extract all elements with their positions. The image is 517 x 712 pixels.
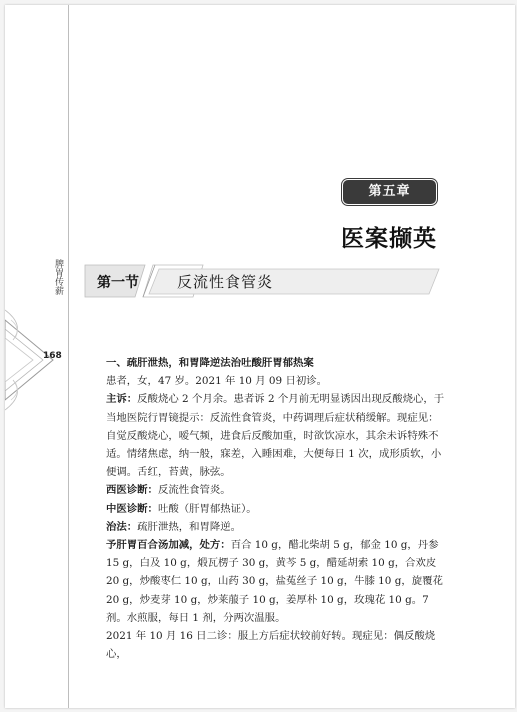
chapter-number: 第五章 [368,184,411,199]
western-diagnosis-text: 反流性食管炎。 [157,484,231,497]
book-page [5,5,515,708]
treatment-text: 疏肝泄热，和胃降逆。 [137,520,242,533]
tcm-diagnosis [93,500,445,518]
prescription-text: 百合 10 g，醋北柴胡 5 g，郁金 10 g，丹参 15 g，白及 10 g，煅瓦楞子 30 g，黄芩 5 g，醋延胡索 10 g，合欢皮 20 g，炒酸枣仁 10 g，山药 30 g，盐菟丝子 10 g，牛膝 10 g，旋覆花 20 g，炒麦芽 10 g，炒莱菔子 10 g，姜厚朴 10 g，玫瑰花 10 g。7 剂。水煎服，每日 1 剂，分两次温服。 [106,539,443,624]
chief-complaint [93,390,445,481]
section-title: 反流性食管炎 [177,273,274,291]
tcm-diagnosis-label: 中医诊断： [106,502,158,515]
treatment-method [93,518,445,536]
treatment-label: 治法： [106,520,138,533]
follow-up-visit: 2021 年 10 月 16 日二诊：服上方后症状较前好转。现症见：偶反酸烧心， [106,630,436,661]
chapter-title: 医案撷英 [341,226,437,252]
running-header-vertical: 脾胃传薪 [53,259,63,295]
case-heading: 一、疏肝泄热，和胃降逆法治吐酸肝胃郁热案 [106,357,314,369]
prescription-label: 予肝胃百合汤加减，处方： [106,539,231,552]
chief-complaint-text: 反酸烧心 2 个月余。患者诉 2 个月前无明显诱因出现反酸烧心，于当地医院行胃镜提示：反流性食管炎，中药调理后症状稍缓解。现症见：自觉反酸烧心，嗳气频，进食后反酸加重，时欲饮凉水，其余未诉特殊不适。情绪焦虑，纳一般，寐差，入睡困难，大便每日 1 次，成形质软，小便调。舌红，苔黄，脉弦。 [106,393,445,479]
chapter-badge [344,181,435,203]
western-diagnosis-label: 西医诊断： [106,484,158,497]
page-number: 168 [43,351,62,361]
chief-complaint-label: 主诉： [106,393,138,406]
prescription [93,536,445,627]
case-body [93,354,445,663]
section-number: 第一节 [97,275,139,291]
case-intro: 患者，女，47 岁。2021 年 10 月 09 日初诊。 [106,375,328,388]
western-diagnosis [93,481,445,499]
tcm-diagnosis-text: 吐酸（肝胃郁热证）。 [157,502,257,515]
